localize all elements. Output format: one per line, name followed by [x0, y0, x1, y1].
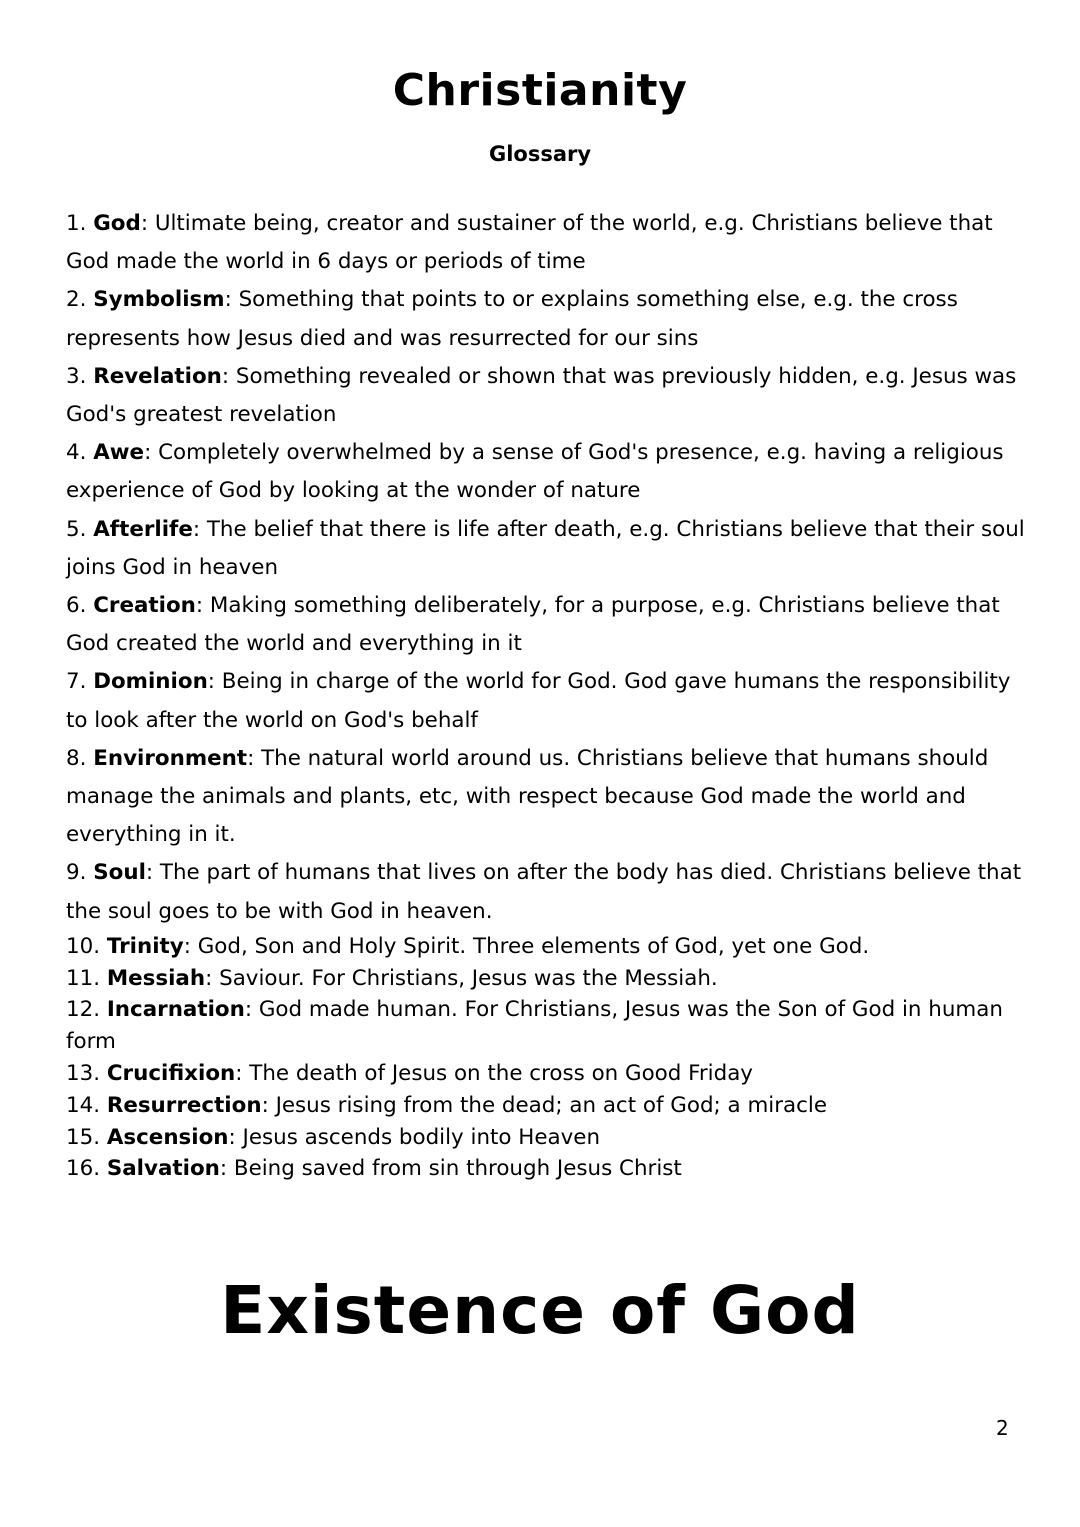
- entry-term: Trinity: [106, 933, 184, 959]
- glossary-entry-environment: [66, 740, 1026, 855]
- glossary-entry-trinity: [66, 931, 1026, 963]
- glossary-entry-resurrection: [66, 1090, 1026, 1122]
- entry-term: Ascension: [106, 1124, 229, 1150]
- entry-number: 7.: [66, 669, 87, 695]
- entry-number: 14.: [66, 1092, 101, 1118]
- entry-term: Messiah: [106, 965, 206, 991]
- glossary-entry-ascension: [66, 1122, 1026, 1154]
- entry-number: 6.: [66, 593, 87, 619]
- page-number: 2: [996, 1416, 1009, 1440]
- entry-definition: : The belief that there is life after death, e.g. Christians believe that their soul joins God in heaven: [66, 516, 1025, 580]
- entry-term: Symbolism: [93, 287, 225, 313]
- entry-definition: : Being saved from sin through Jesus Christ: [219, 1156, 682, 1182]
- entry-term: Afterlife: [93, 516, 193, 542]
- page-title: Christianity: [392, 65, 688, 116]
- glossary-entry-crucifixion: [66, 1058, 1026, 1090]
- glossary-entry-incarnation: [66, 994, 1026, 1058]
- entry-definition: : Something revealed or shown that was previously hidden, e.g. Jesus was God's greatest revelation: [66, 363, 1017, 428]
- entry-definition: : The natural world around us. Christians believe that humans should manage the animals and plants, etc, with respect because God made the world and everything in it.: [66, 745, 989, 848]
- entry-term: Creation: [93, 593, 196, 619]
- entry-number: 15.: [66, 1124, 101, 1150]
- entry-number: 3.: [66, 363, 87, 389]
- entry-definition: : God made human. For Christians, Jesus was the Son of God in human form: [66, 997, 1003, 1055]
- entry-definition: : The death of Jesus on the cross on Good Friday: [235, 1061, 753, 1087]
- glossary-entry-salvation: [66, 1153, 1026, 1185]
- entry-definition: : Being in charge of the world for God. God gave humans the responsibility to look after the world on God's behalf: [66, 669, 1011, 733]
- entry-term: Dominion: [93, 669, 208, 695]
- entry-term: Awe: [93, 440, 145, 466]
- entry-term: Resurrection: [106, 1092, 262, 1118]
- entry-number: 1.: [66, 211, 87, 236]
- entry-definition: : Jesus rising from the dead; an act of God; a miracle: [261, 1092, 827, 1118]
- entry-term: Soul: [93, 860, 146, 886]
- glossary-entry-afterlife: [66, 511, 1026, 587]
- entry-definition: : The part of humans that lives on after the body has died. Christians believe that the soul goes to be with God in heaven.: [66, 860, 1022, 924]
- glossary-entry-god: [66, 205, 1026, 281]
- glossary-entry-creation: [66, 587, 1026, 663]
- entry-number: 8.: [66, 745, 87, 771]
- entry-definition: : Ultimate being, creator and sustainer of the world, e.g. Christians believe that God made the world in 6 days or periods of time: [66, 211, 993, 275]
- entry-definition: : God, Son and Holy Spirit. Three elements of God, yet one God.: [183, 933, 870, 959]
- entry-number: 9.: [66, 860, 87, 886]
- entry-definition: : Something that points to or explains something else, e.g. the cross represents how Jesus died and was resurrected for our sins: [66, 287, 958, 351]
- entry-number: 4.: [66, 440, 87, 466]
- glossary-entry-dominion: [66, 663, 1026, 739]
- entry-number: 10.: [66, 933, 101, 959]
- glossary-entry-soul: [66, 854, 1026, 930]
- entry-term: Incarnation: [106, 997, 245, 1023]
- entry-definition: : Jesus ascends bodily into Heaven: [228, 1124, 601, 1150]
- glossary-entry-revelation: [66, 358, 1026, 434]
- entry-definition: : Saviour. For Christians, Jesus was the Messiah.: [205, 965, 718, 991]
- entry-number: 2.: [66, 287, 87, 313]
- glossary-entry-messiah: [66, 963, 1026, 995]
- entry-term: Environment: [93, 745, 248, 771]
- entry-term: Salvation: [106, 1156, 220, 1182]
- glossary-heading: Glossary: [488, 142, 592, 166]
- entry-number: 16.: [66, 1156, 101, 1182]
- entry-definition: : Making something deliberately, for a purpose, e.g. Christians believe that God created the world and everything in it: [66, 593, 1000, 657]
- entry-term: God: [93, 211, 141, 236]
- entry-number: 5.: [66, 516, 87, 542]
- section-title: Existence of God: [220, 1272, 860, 1349]
- glossary-entry-symbolism: [66, 281, 1026, 357]
- glossary-list: [66, 205, 1026, 1185]
- entry-number: 12.: [66, 997, 101, 1023]
- glossary-entry-awe: [66, 434, 1026, 510]
- entry-term: Revelation: [93, 363, 222, 389]
- entry-term: Crucifixion: [106, 1061, 236, 1087]
- entry-number: 13.: [66, 1061, 101, 1087]
- entry-number: 11.: [66, 965, 101, 991]
- entry-definition: : Completely overwhelmed by a sense of God's presence, e.g. having a religious experience of God by looking at the wonder of nature: [66, 440, 1004, 504]
